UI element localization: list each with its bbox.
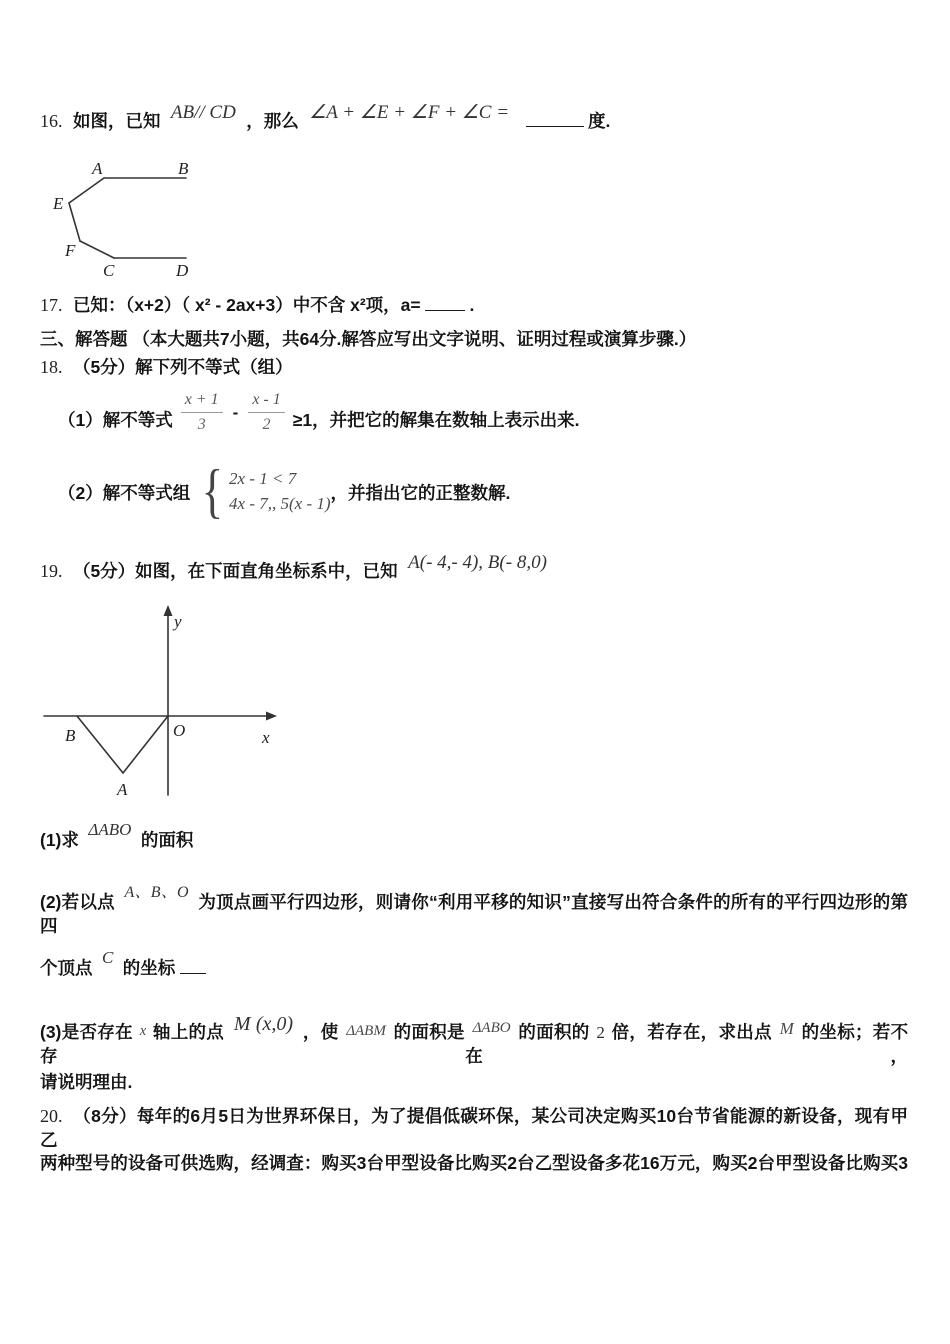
q19-p1-math-triangle: ΔABO <box>88 820 132 839</box>
q19-p1-text-2: 的面积 <box>140 830 194 850</box>
figure-q19 <box>40 603 290 808</box>
label-x-axis: x <box>262 728 270 747</box>
q19-part3-line1 <box>40 1013 909 1069</box>
q16-text-1: 如图，已知 <box>72 111 161 131</box>
segment-AO <box>123 716 168 773</box>
segment-EF <box>69 203 80 241</box>
question-19-line <box>40 552 553 584</box>
q18-p1-frac2-denominator: 2 <box>262 416 271 433</box>
q19-part2-line2 <box>40 948 206 980</box>
q18-text-1: （5分）解下列不等式（组） <box>72 357 293 377</box>
q18-part2-line <box>58 458 511 524</box>
label-E: E <box>53 194 64 213</box>
label-D: D <box>176 261 189 280</box>
question-20-line2 <box>40 1152 908 1176</box>
section-3-header <box>40 329 696 351</box>
q19-p3-number-2: 2 <box>596 1023 605 1042</box>
q18-part1-line <box>58 391 580 443</box>
q19-p2-text-2: 为顶点画平行四边形，则请你“利用平移的知识”直接写出符合条件的所有的平行四边形的第四 <box>40 892 908 936</box>
q19-p3-text-3: ，使 <box>302 1022 339 1042</box>
q18-p2-brace: { <box>201 458 224 524</box>
q19-p3-math-ABO: ΔABO <box>472 1020 511 1036</box>
q19-p2-math-C: C <box>101 948 114 967</box>
q18-p1-fraction-1 <box>181 390 223 435</box>
question-16-number: 16. <box>40 111 63 131</box>
q19-p2-answer-blank <box>180 969 206 974</box>
question-20-number: 20. <box>40 1106 63 1126</box>
segment-AE <box>69 178 104 203</box>
q19-math-coords: A(- 4,- 4), B(- 8,0) <box>408 552 547 573</box>
label-C: C <box>103 261 115 280</box>
q16-math-parallel: AB// CD <box>170 102 236 123</box>
figure-q16 <box>40 152 210 289</box>
q18-p1-minus-sign: - <box>232 402 239 422</box>
question-17-line <box>40 294 474 317</box>
q18-p1-text-1: （1）解不等式 <box>58 409 173 430</box>
q17-text-1: 已知：（x+2）（ x² - 2ax+3）中不含 x²项，a= <box>72 295 421 315</box>
q19-part2-line1 <box>40 884 908 939</box>
question-18-line <box>40 356 293 379</box>
q19-p3-text-4: 的面积是 <box>393 1022 465 1042</box>
q16-text-2: ，那么 <box>246 111 299 131</box>
q19-p2-text-4: 的坐标 <box>122 958 176 978</box>
q20-text-line1: （8分）每年的6月5日为世界环保日，为了提倡低碳环保，某公司决定购买10台节省能源的新设备，现有甲乙 <box>40 1106 908 1150</box>
label-y-axis: y <box>174 612 182 631</box>
q19-p3-text-5: 的面积的 <box>518 1022 590 1042</box>
q19-p2-text-3: 个顶点 <box>40 958 93 978</box>
q18-p1-frac1-denominator: 3 <box>197 416 206 433</box>
figure-q19-svg <box>40 603 290 803</box>
q19-p3-text-2: 轴上的点 <box>152 1022 225 1042</box>
q19-p3-math-M: M (x,0) <box>233 1013 294 1035</box>
figure-q16-svg <box>40 152 210 284</box>
segment-BA <box>77 716 123 773</box>
q18-p2-inequality-2: 4x - 7,, 5(x - 1) <box>229 494 331 513</box>
question-19-number: 19. <box>40 561 63 581</box>
q17-answer-blank <box>425 306 465 311</box>
x-axis-arrow <box>266 712 277 721</box>
q20-text-line2: 两种型号的设备可供选购，经调查：购买3台甲型设备比购买2台乙型设备多花16万元，购买2台甲型设备比购买3 <box>40 1153 908 1173</box>
q16-math-angles: ∠A + ∠E + ∠F + ∠C = <box>309 102 510 123</box>
label-B: B <box>178 159 189 178</box>
q18-p1-fraction-2 <box>248 390 284 435</box>
section-3-title: 三、解答题 （本大题共7小题，共64分.解答应写出文字说明、证明过程或演算步骤.） <box>40 329 697 349</box>
q18-p2-inequality-1: 2x - 1 < 7 <box>229 468 297 488</box>
q18-p1-text-2: ≥1，并把它的解集在数轴上表示出来. <box>292 409 580 430</box>
q19-p3-text-1: (3)是否存在 <box>40 1022 133 1042</box>
segment-FC <box>80 241 114 258</box>
q19-p3-text-7: 的坐标；若不存在， <box>40 1022 909 1066</box>
label-origin: O <box>173 721 186 740</box>
label-point-B: B <box>65 726 76 745</box>
q19-p1-text-1: (1)求 <box>40 830 79 850</box>
q19-p2-text-1: (2)若以点 <box>40 892 115 912</box>
label-A: A <box>92 159 103 178</box>
q17-text-2: . <box>469 295 475 315</box>
q19-p3-math-M2: M <box>779 1019 794 1038</box>
q19-p3-math-x: x <box>139 1023 147 1039</box>
q18-p2-text-1: （2）解不等式组 <box>58 483 191 504</box>
q18-p1-frac1-numerator: x + 1 <box>181 390 223 413</box>
q18-p2-text-2: ，并指出它的正整数解. <box>330 483 511 504</box>
q19-p3-text-8: 请说明理由. <box>40 1072 133 1092</box>
label-F: F <box>65 241 76 260</box>
q18-p2-system <box>229 466 331 517</box>
question-16-line <box>40 102 611 134</box>
q19-p3-text-6: 倍，若存在，求出点 <box>611 1022 772 1042</box>
question-17-number: 17. <box>40 295 63 315</box>
q19-part3-line2 <box>40 1072 132 1094</box>
label-point-A: A <box>117 780 128 799</box>
q19-part1-line <box>40 820 194 852</box>
q19-text-1: （5分）如图，在下面直角坐标系中，已知 <box>72 561 398 581</box>
q19-p3-math-ABM: ΔABM <box>346 1023 386 1039</box>
question-18-number: 18. <box>40 357 63 377</box>
y-axis-arrow <box>164 605 173 616</box>
question-20-line1 <box>40 1105 908 1153</box>
q19-p2-math-points: A、B、O <box>124 884 189 901</box>
q18-p1-frac2-numerator: x - 1 <box>248 390 284 413</box>
q16-text-3: 度. <box>587 111 611 131</box>
q16-answer-blank <box>526 122 584 127</box>
